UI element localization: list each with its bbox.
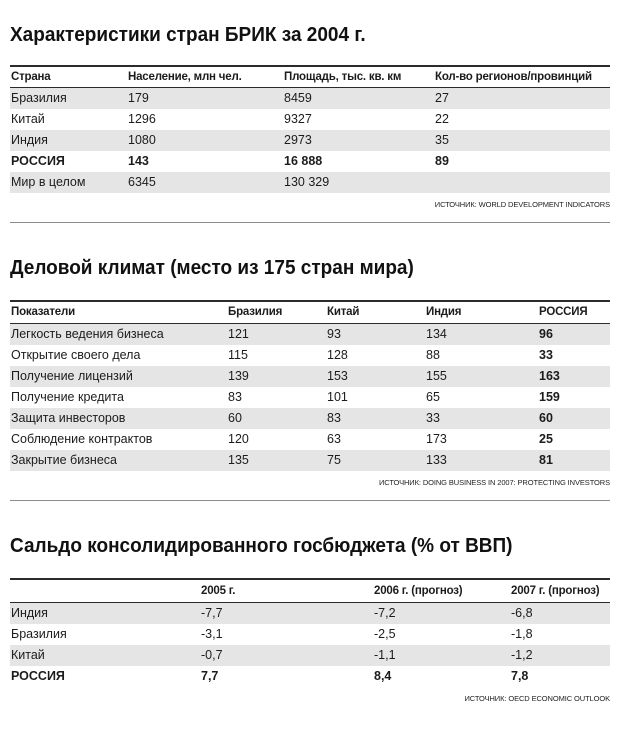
row-india — [10, 130, 610, 151]
balance-2007: 7,8 — [511, 669, 529, 683]
value-area: 130 329 — [284, 175, 330, 189]
row-label: Бразилия — [11, 91, 67, 105]
column-header-2007: 2007 г. (прогноз) — [511, 585, 600, 597]
column-header-area: Площадь, тыс. кв. км — [284, 71, 402, 83]
column-header-brazil: Бразилия — [228, 306, 283, 318]
value-population: 1080 — [128, 133, 156, 147]
row-label: Получение кредита — [11, 390, 124, 404]
rank-brazil: 120 — [228, 432, 249, 446]
column-header-2006: 2006 г. (прогноз) — [374, 585, 463, 597]
table-title: Сальдо консолидированного госбюджета (% от ВВП) — [10, 535, 513, 557]
rank-china: 128 — [327, 348, 348, 362]
business-climate-section — [10, 255, 610, 501]
row-label: Мир в целом — [11, 175, 86, 189]
rank-china: 93 — [327, 327, 341, 341]
value-regions: 35 — [435, 133, 449, 147]
column-header-china: Китай — [327, 306, 360, 318]
balance-2005: 7,7 — [201, 669, 219, 683]
column-header-country: Страна — [11, 71, 51, 83]
value-population: 179 — [128, 91, 149, 105]
balance-2007: -1,8 — [511, 627, 533, 641]
row-label: Легкость ведения бизнеса — [11, 327, 164, 341]
value-area: 2973 — [284, 133, 312, 147]
rank-india: 173 — [426, 432, 447, 446]
table-header-row — [10, 65, 610, 88]
rank-brazil: 139 — [228, 369, 249, 383]
row-getting-credit — [10, 387, 610, 408]
rank-russia: 96 — [539, 327, 553, 341]
row-closing-business — [10, 450, 610, 471]
balance-2007: -1,2 — [511, 648, 533, 662]
business-climate-table — [10, 300, 610, 471]
value-regions: 27 — [435, 91, 449, 105]
table-header-row — [10, 578, 610, 603]
row-label: Закрытие бизнеса — [11, 453, 117, 467]
section-divider — [10, 222, 610, 223]
table-header-row — [10, 300, 610, 324]
rank-india: 133 — [426, 453, 447, 467]
rank-russia: 159 — [539, 390, 560, 404]
balance-2005: -0,7 — [201, 648, 223, 662]
row-russia — [10, 666, 610, 687]
source-note: ИСТОЧНИК: WORLD DEVELOPMENT INDICATORS — [434, 200, 610, 209]
column-header-population: Население, млн чел. — [128, 71, 242, 83]
row-brazil — [10, 88, 610, 109]
row-label: Китай — [11, 112, 45, 126]
row-label: Открытие своего дела — [11, 348, 141, 362]
value-population: 1296 — [128, 112, 156, 126]
rank-india: 33 — [426, 411, 440, 425]
value-area: 16 888 — [284, 154, 323, 168]
row-protecting-investors — [10, 408, 610, 429]
column-header-regions: Кол-во регионов/провинций — [435, 71, 592, 83]
row-licenses — [10, 366, 610, 387]
budget-balance-table — [10, 578, 610, 687]
balance-2006: -1,1 — [374, 648, 396, 662]
balance-2006: 8,4 — [374, 669, 392, 683]
rank-russia: 60 — [539, 411, 553, 425]
value-population: 6345 — [128, 175, 156, 189]
row-russia — [10, 151, 610, 172]
column-header-2005: 2005 г. — [201, 585, 236, 597]
rank-china: 75 — [327, 453, 341, 467]
source-note: ИСТОЧНИК: OECD ECONOMIC OUTLOOK — [464, 694, 610, 703]
rank-russia: 163 — [539, 369, 560, 383]
row-label: Индия — [11, 133, 48, 147]
value-area: 8459 — [284, 91, 312, 105]
value-regions: 89 — [435, 154, 449, 168]
source-note: ИСТОЧНИК: DOING BUSINESS IN 2007: PROTECTING INVESTORS — [379, 478, 610, 487]
rank-china: 153 — [327, 369, 348, 383]
balance-2006: -7,2 — [374, 606, 396, 620]
row-enforcing-contracts — [10, 429, 610, 450]
table-title: Характеристики стран БРИК за 2004 г. — [10, 24, 366, 46]
rank-russia: 81 — [539, 453, 553, 467]
row-label: Соблюдение контрактов — [11, 432, 153, 446]
brics-characteristics-table — [10, 65, 610, 193]
table-title: Деловой климат (место из 175 стран мира) — [10, 257, 414, 279]
rank-russia: 33 — [539, 348, 553, 362]
row-china — [10, 645, 610, 666]
balance-2007: -6,8 — [511, 606, 533, 620]
row-label: Индия — [11, 606, 48, 620]
row-label: РОССИЯ — [11, 154, 65, 168]
rank-brazil: 121 — [228, 327, 249, 341]
rank-russia: 25 — [539, 432, 553, 446]
row-label: Китай — [11, 648, 45, 662]
rank-brazil: 115 — [228, 348, 248, 362]
rank-india: 155 — [426, 369, 447, 383]
rank-brazil: 135 — [228, 453, 249, 467]
column-header-india: Индия — [426, 306, 462, 318]
rank-india: 134 — [426, 327, 447, 341]
rank-brazil: 60 — [228, 411, 242, 425]
balance-2005: -3,1 — [201, 627, 223, 641]
column-header-indicator: Показатели — [11, 306, 75, 318]
budget-balance-section — [10, 533, 610, 711]
section-divider — [10, 500, 610, 501]
empty-cell — [434, 172, 610, 193]
balance-2005: -7,7 — [201, 606, 223, 620]
column-header-russia: РОССИЯ — [539, 306, 588, 318]
rank-china: 63 — [327, 432, 341, 446]
row-india — [10, 603, 610, 624]
rank-brazil: 83 — [228, 390, 242, 404]
rank-india: 88 — [426, 348, 440, 362]
row-china — [10, 109, 610, 130]
empty-header-cell — [10, 580, 200, 602]
row-starting-business — [10, 345, 610, 366]
row-brazil — [10, 624, 610, 645]
row-world-total — [10, 172, 610, 193]
row-label: Получение лицензий — [11, 369, 133, 383]
rank-india: 65 — [426, 390, 440, 404]
rank-china: 83 — [327, 411, 341, 425]
balance-2006: -2,5 — [374, 627, 396, 641]
row-ease-of-doing-business — [10, 324, 610, 345]
row-label: Защита инвесторов — [11, 411, 126, 425]
value-population: 143 — [128, 154, 149, 168]
row-label: Бразилия — [11, 627, 67, 641]
value-area: 9327 — [284, 112, 312, 126]
row-label: РОССИЯ — [11, 669, 65, 683]
brics-characteristics-section — [10, 22, 610, 223]
value-regions: 22 — [435, 112, 449, 126]
rank-china: 101 — [327, 390, 348, 404]
